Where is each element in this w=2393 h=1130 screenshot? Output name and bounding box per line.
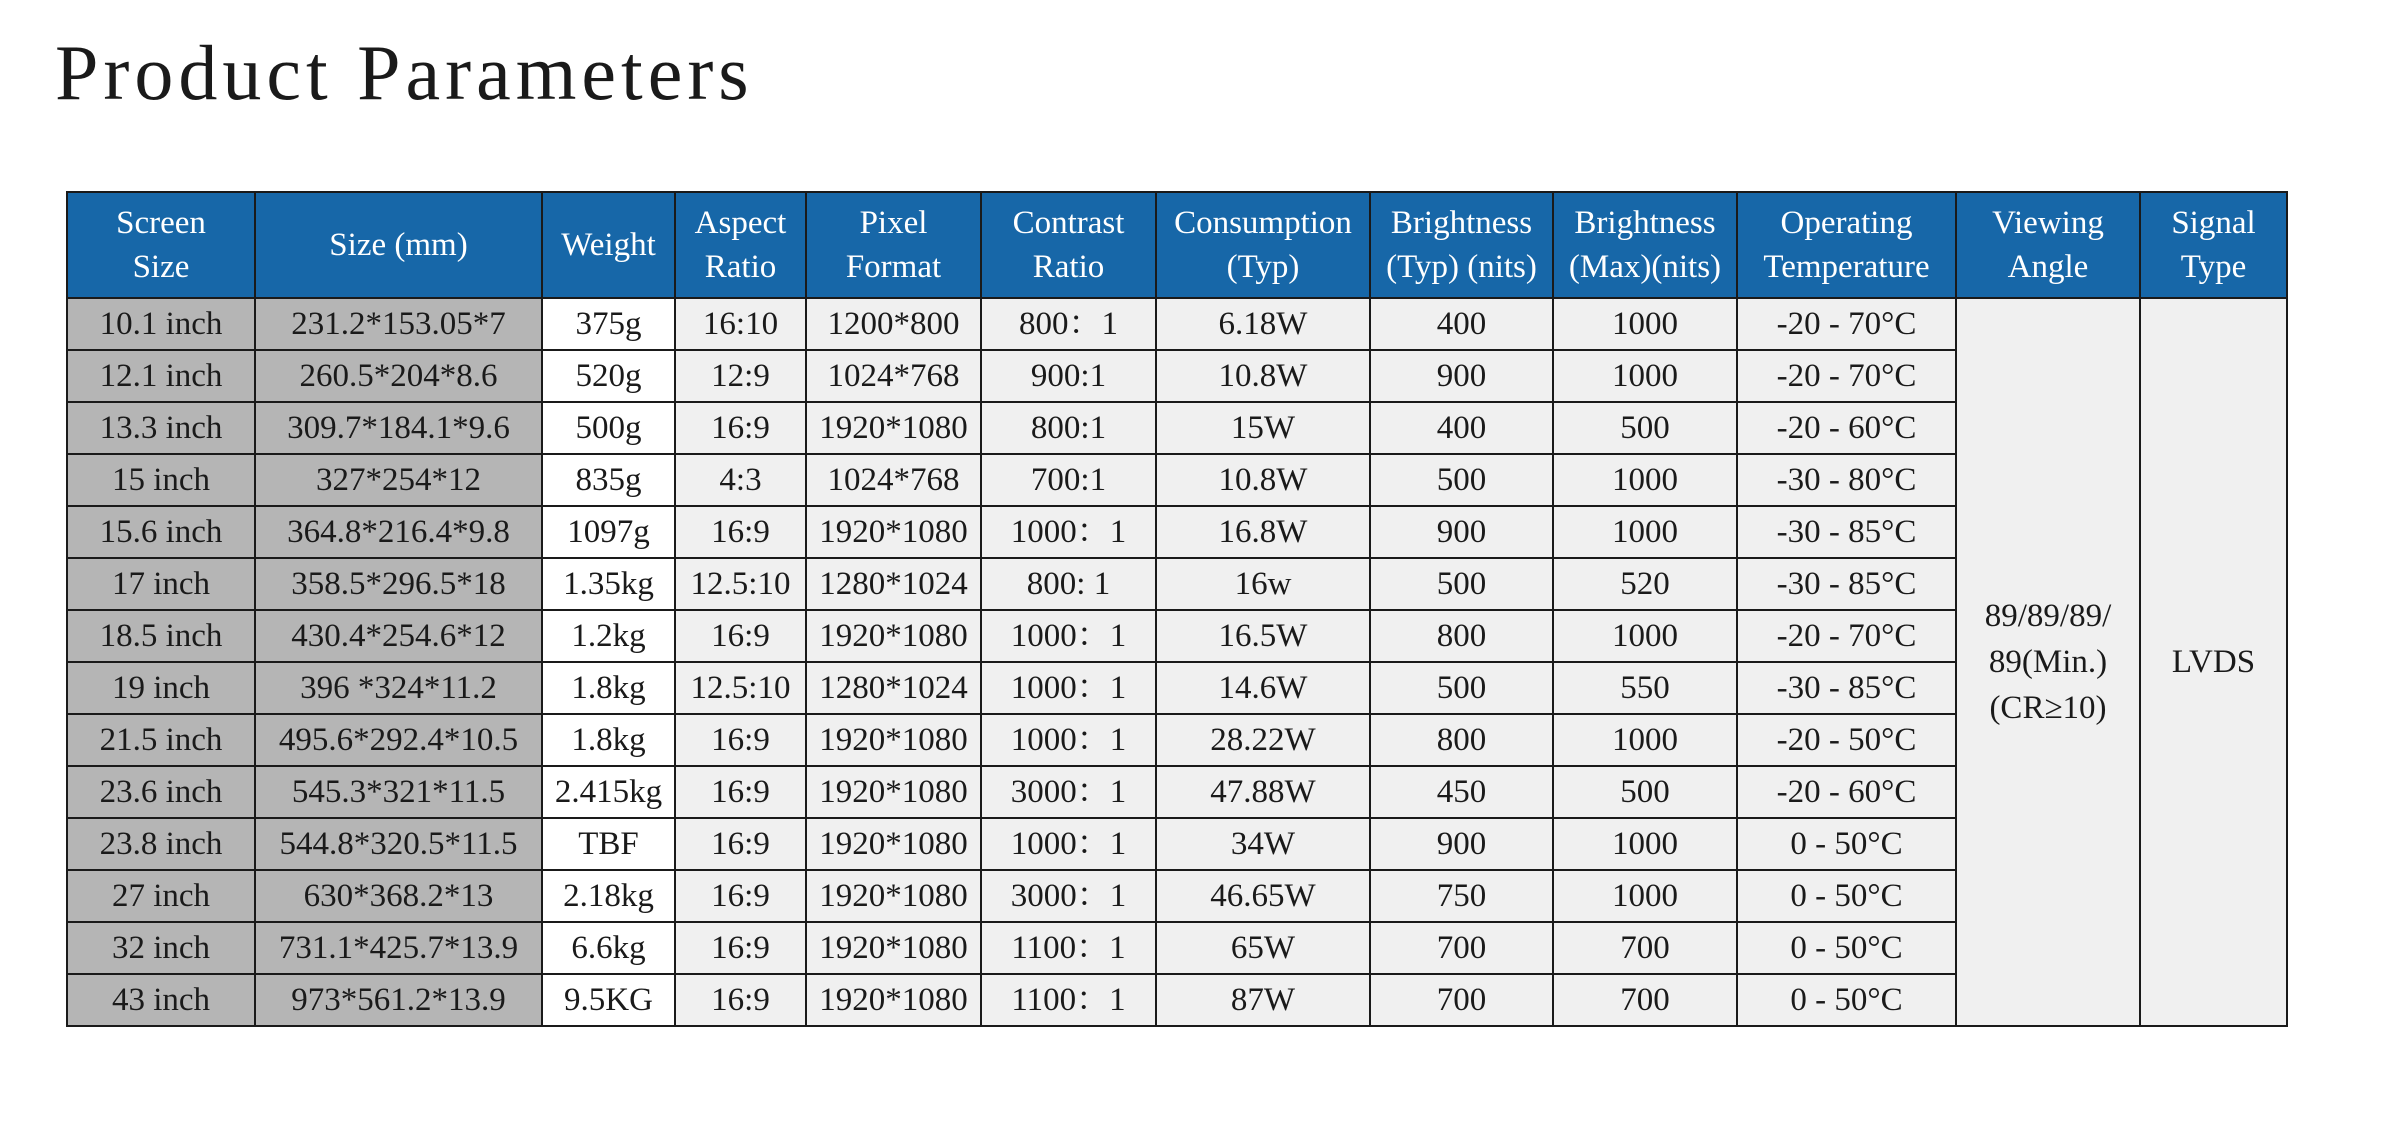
cell-contrast-ratio: 800:1 (981, 402, 1156, 454)
cell-operating-temperature: 0 - 50°C (1737, 818, 1956, 870)
cell-brightness-max: 500 (1553, 402, 1737, 454)
cell-pixel-format: 1920*1080 (806, 922, 981, 974)
cell-size-mm: 396 *324*11.2 (255, 662, 542, 714)
table-row (67, 454, 2287, 506)
cell-operating-temperature: -30 - 80°C (1737, 454, 1956, 506)
header-label-line: Screen (116, 205, 206, 241)
cell-pixel-format: 1024*768 (806, 454, 981, 506)
table-header-row (67, 192, 2287, 298)
cell-aspect-ratio: 4:3 (675, 454, 806, 506)
cell-aspect-ratio: 16:9 (675, 766, 806, 818)
cell-consumption: 14.6W (1156, 662, 1370, 714)
cell-size-mm: 495.6*292.4*10.5 (255, 714, 542, 766)
cell-pixel-format: 1920*1080 (806, 766, 981, 818)
cell-operating-temperature: 0 - 50°C (1737, 870, 1956, 922)
cell-operating-temperature: -20 - 60°C (1737, 402, 1956, 454)
header-label-line: Operating (1780, 205, 1913, 241)
cell-signal-type: LVDS (2140, 298, 2287, 1026)
cell-brightness-typ: 500 (1370, 662, 1553, 714)
cell-size-mm: 309.7*184.1*9.6 (255, 402, 542, 454)
cell-brightness-max: 500 (1553, 766, 1737, 818)
cell-operating-temperature: -20 - 70°C (1737, 350, 1956, 402)
table-row (67, 662, 2287, 714)
header-signal-type (2140, 192, 2287, 298)
cell-size-mm: 358.5*296.5*18 (255, 558, 542, 610)
cell-consumption: 87W (1156, 974, 1370, 1026)
cell-pixel-format: 1280*1024 (806, 662, 981, 714)
cell-contrast-ratio: 1000：1 (981, 506, 1156, 558)
cell-screen-size: 19 inch (67, 662, 255, 714)
cell-size-mm: 630*368.2*13 (255, 870, 542, 922)
header-viewing-angle (1956, 192, 2140, 298)
cell-screen-size: 27 inch (67, 870, 255, 922)
header-label-line: Ratio (704, 249, 777, 285)
cell-aspect-ratio: 16:9 (675, 870, 806, 922)
cell-screen-size: 32 inch (67, 922, 255, 974)
cell-aspect-ratio: 16:9 (675, 974, 806, 1026)
cell-pixel-format: 1200*800 (806, 298, 981, 350)
header-label-line: Aspect (694, 205, 787, 241)
cell-weight: 2.415kg (542, 766, 675, 818)
cell-operating-temperature: 0 - 50°C (1737, 922, 1956, 974)
cell-pixel-format: 1920*1080 (806, 870, 981, 922)
table-row (67, 714, 2287, 766)
cell-aspect-ratio: 12.5:10 (675, 662, 806, 714)
header-label-line: Brightness (1390, 205, 1533, 241)
table-row (67, 298, 2287, 350)
cell-aspect-ratio: 16:9 (675, 610, 806, 662)
cell-aspect-ratio: 16:9 (675, 402, 806, 454)
header-label-line: Brightness (1574, 205, 1716, 241)
cell-screen-size: 15 inch (67, 454, 255, 506)
header-label-line: Signal (2171, 205, 2256, 241)
header-label-line: (Typ) (1226, 249, 1300, 285)
cell-consumption: 46.65W (1156, 870, 1370, 922)
viewing-angle-line: (CR≥10) (1989, 690, 2107, 726)
cell-contrast-ratio: 1000：1 (981, 714, 1156, 766)
cell-brightness-typ: 900 (1370, 350, 1553, 402)
cell-size-mm: 544.8*320.5*11.5 (255, 818, 542, 870)
cell-consumption: 15W (1156, 402, 1370, 454)
cell-weight: TBF (542, 818, 675, 870)
header-label-line: Viewing (1992, 205, 2104, 241)
table-row (67, 610, 2287, 662)
header-label-line: Type (2180, 249, 2247, 285)
header-label-line: (Max)(nits) (1568, 249, 1722, 285)
viewing-angle-line: 89/89/89/ (1984, 598, 2112, 634)
cell-brightness-typ: 500 (1370, 558, 1553, 610)
cell-aspect-ratio: 12.5:10 (675, 558, 806, 610)
cell-size-mm: 231.2*153.05*7 (255, 298, 542, 350)
cell-size-mm: 973*561.2*13.9 (255, 974, 542, 1026)
header-brightness-typ (1370, 192, 1553, 298)
cell-pixel-format: 1920*1080 (806, 818, 981, 870)
cell-consumption: 6.18W (1156, 298, 1370, 350)
cell-weight: 835g (542, 454, 675, 506)
cell-size-mm: 731.1*425.7*13.9 (255, 922, 542, 974)
cell-consumption: 47.88W (1156, 766, 1370, 818)
cell-brightness-max: 1000 (1553, 298, 1737, 350)
table-row (67, 350, 2287, 402)
cell-contrast-ratio: 700:1 (981, 454, 1156, 506)
cell-weight: 500g (542, 402, 675, 454)
table-row (67, 818, 2287, 870)
cell-brightness-max: 700 (1553, 922, 1737, 974)
table-row (67, 922, 2287, 974)
cell-brightness-max: 550 (1553, 662, 1737, 714)
cell-brightness-typ: 900 (1370, 818, 1553, 870)
cell-operating-temperature: -20 - 70°C (1737, 298, 1956, 350)
cell-contrast-ratio: 1000：1 (981, 662, 1156, 714)
cell-weight: 375g (542, 298, 675, 350)
cell-brightness-typ: 700 (1370, 922, 1553, 974)
cell-size-mm: 364.8*216.4*9.8 (255, 506, 542, 558)
cell-contrast-ratio: 1000：1 (981, 610, 1156, 662)
header-label-line: Size (mm) (329, 227, 468, 263)
cell-brightness-typ: 450 (1370, 766, 1553, 818)
cell-operating-temperature: -20 - 60°C (1737, 766, 1956, 818)
cell-contrast-ratio: 800：1 (981, 298, 1156, 350)
header-pixel-format (806, 192, 981, 298)
cell-screen-size: 21.5 inch (67, 714, 255, 766)
cell-screen-size: 12.1 inch (67, 350, 255, 402)
cell-viewing-angle (1956, 298, 2140, 1026)
cell-weight: 1.35kg (542, 558, 675, 610)
header-contrast-ratio (981, 192, 1156, 298)
cell-size-mm: 430.4*254.6*12 (255, 610, 542, 662)
viewing-angle-line: 89(Min.) (1988, 644, 2108, 680)
cell-weight: 9.5KG (542, 974, 675, 1026)
cell-weight: 1097g (542, 506, 675, 558)
header-label-line: Weight (561, 227, 656, 263)
cell-screen-size: 23.8 inch (67, 818, 255, 870)
cell-contrast-ratio: 800: 1 (981, 558, 1156, 610)
cell-brightness-max: 1000 (1553, 610, 1737, 662)
cell-size-mm: 545.3*321*11.5 (255, 766, 542, 818)
cell-screen-size: 23.6 inch (67, 766, 255, 818)
header-label-line: Ratio (1032, 249, 1105, 285)
header-weight (542, 192, 675, 298)
cell-weight: 1.8kg (542, 714, 675, 766)
cell-pixel-format: 1280*1024 (806, 558, 981, 610)
cell-pixel-format: 1920*1080 (806, 506, 981, 558)
table-row (67, 870, 2287, 922)
header-operating-temperature (1737, 192, 1956, 298)
cell-brightness-typ: 800 (1370, 610, 1553, 662)
cell-operating-temperature: 0 - 50°C (1737, 974, 1956, 1026)
cell-weight: 2.18kg (542, 870, 675, 922)
header-label-line: Contrast (1012, 205, 1125, 241)
product-parameters-table (66, 191, 2288, 1027)
cell-consumption: 16w (1156, 558, 1370, 610)
table-row (67, 506, 2287, 558)
cell-consumption: 65W (1156, 922, 1370, 974)
cell-aspect-ratio: 16:9 (675, 506, 806, 558)
cell-contrast-ratio: 3000：1 (981, 870, 1156, 922)
cell-consumption: 34W (1156, 818, 1370, 870)
header-label-line: Size (132, 249, 190, 285)
cell-pixel-format: 1920*1080 (806, 714, 981, 766)
cell-size-mm: 327*254*12 (255, 454, 542, 506)
header-screen-size (67, 192, 255, 298)
cell-pixel-format: 1024*768 (806, 350, 981, 402)
cell-contrast-ratio: 1100：1 (981, 974, 1156, 1026)
cell-operating-temperature: -30 - 85°C (1737, 506, 1956, 558)
cell-screen-size: 15.6 inch (67, 506, 255, 558)
cell-consumption: 28.22W (1156, 714, 1370, 766)
cell-pixel-format: 1920*1080 (806, 610, 981, 662)
cell-size-mm: 260.5*204*8.6 (255, 350, 542, 402)
cell-brightness-typ: 800 (1370, 714, 1553, 766)
cell-brightness-max: 1000 (1553, 870, 1737, 922)
header-brightness-max (1553, 192, 1737, 298)
cell-weight: 520g (542, 350, 675, 402)
cell-brightness-max: 1000 (1553, 818, 1737, 870)
cell-brightness-max: 1000 (1553, 350, 1737, 402)
cell-consumption: 10.8W (1156, 454, 1370, 506)
cell-operating-temperature: -30 - 85°C (1737, 662, 1956, 714)
cell-screen-size: 43 inch (67, 974, 255, 1026)
table-row (67, 558, 2287, 610)
cell-contrast-ratio: 3000：1 (981, 766, 1156, 818)
cell-aspect-ratio: 16:9 (675, 818, 806, 870)
cell-screen-size: 13.3 inch (67, 402, 255, 454)
cell-weight: 1.2kg (542, 610, 675, 662)
cell-brightness-typ: 700 (1370, 974, 1553, 1026)
cell-operating-temperature: -20 - 70°C (1737, 610, 1956, 662)
cell-screen-size: 17 inch (67, 558, 255, 610)
cell-brightness-typ: 400 (1370, 298, 1553, 350)
cell-weight: 6.6kg (542, 922, 675, 974)
header-consumption (1156, 192, 1370, 298)
cell-brightness-max: 1000 (1553, 506, 1737, 558)
cell-contrast-ratio: 1100：1 (981, 922, 1156, 974)
header-size-mm (255, 192, 542, 298)
header-label-line: (Typ) (nits) (1386, 249, 1537, 285)
cell-brightness-typ: 400 (1370, 402, 1553, 454)
cell-aspect-ratio: 16:9 (675, 922, 806, 974)
header-label-line: Angle (2007, 249, 2089, 285)
header-label-line: Consumption (1174, 205, 1352, 241)
cell-contrast-ratio: 900:1 (981, 350, 1156, 402)
header-label-line: Temperature (1763, 249, 1930, 285)
cell-consumption: 16.5W (1156, 610, 1370, 662)
table-row (67, 402, 2287, 454)
cell-brightness-typ: 750 (1370, 870, 1553, 922)
cell-brightness-max: 520 (1553, 558, 1737, 610)
cell-brightness-max: 1000 (1553, 714, 1737, 766)
cell-consumption: 10.8W (1156, 350, 1370, 402)
cell-screen-size: 18.5 inch (67, 610, 255, 662)
cell-aspect-ratio: 12:9 (675, 350, 806, 402)
cell-contrast-ratio: 1000：1 (981, 818, 1156, 870)
header-label-line: Format (845, 249, 942, 285)
cell-aspect-ratio: 16:9 (675, 714, 806, 766)
table-body (67, 298, 2287, 1026)
header-aspect-ratio (675, 192, 806, 298)
cell-brightness-typ: 900 (1370, 506, 1553, 558)
cell-operating-temperature: -20 - 50°C (1737, 714, 1956, 766)
cell-operating-temperature: -30 - 85°C (1737, 558, 1956, 610)
page-title: Product Parameters (55, 29, 754, 116)
cell-screen-size: 10.1 inch (67, 298, 255, 350)
header-label-line: Pixel (859, 205, 928, 241)
cell-brightness-max: 1000 (1553, 454, 1737, 506)
table-row (67, 766, 2287, 818)
cell-brightness-typ: 500 (1370, 454, 1553, 506)
cell-consumption: 16.8W (1156, 506, 1370, 558)
table-row (67, 974, 2287, 1026)
cell-weight: 1.8kg (542, 662, 675, 714)
cell-pixel-format: 1920*1080 (806, 402, 981, 454)
cell-brightness-max: 700 (1553, 974, 1737, 1026)
cell-pixel-format: 1920*1080 (806, 974, 981, 1026)
cell-aspect-ratio: 16:10 (675, 298, 806, 350)
